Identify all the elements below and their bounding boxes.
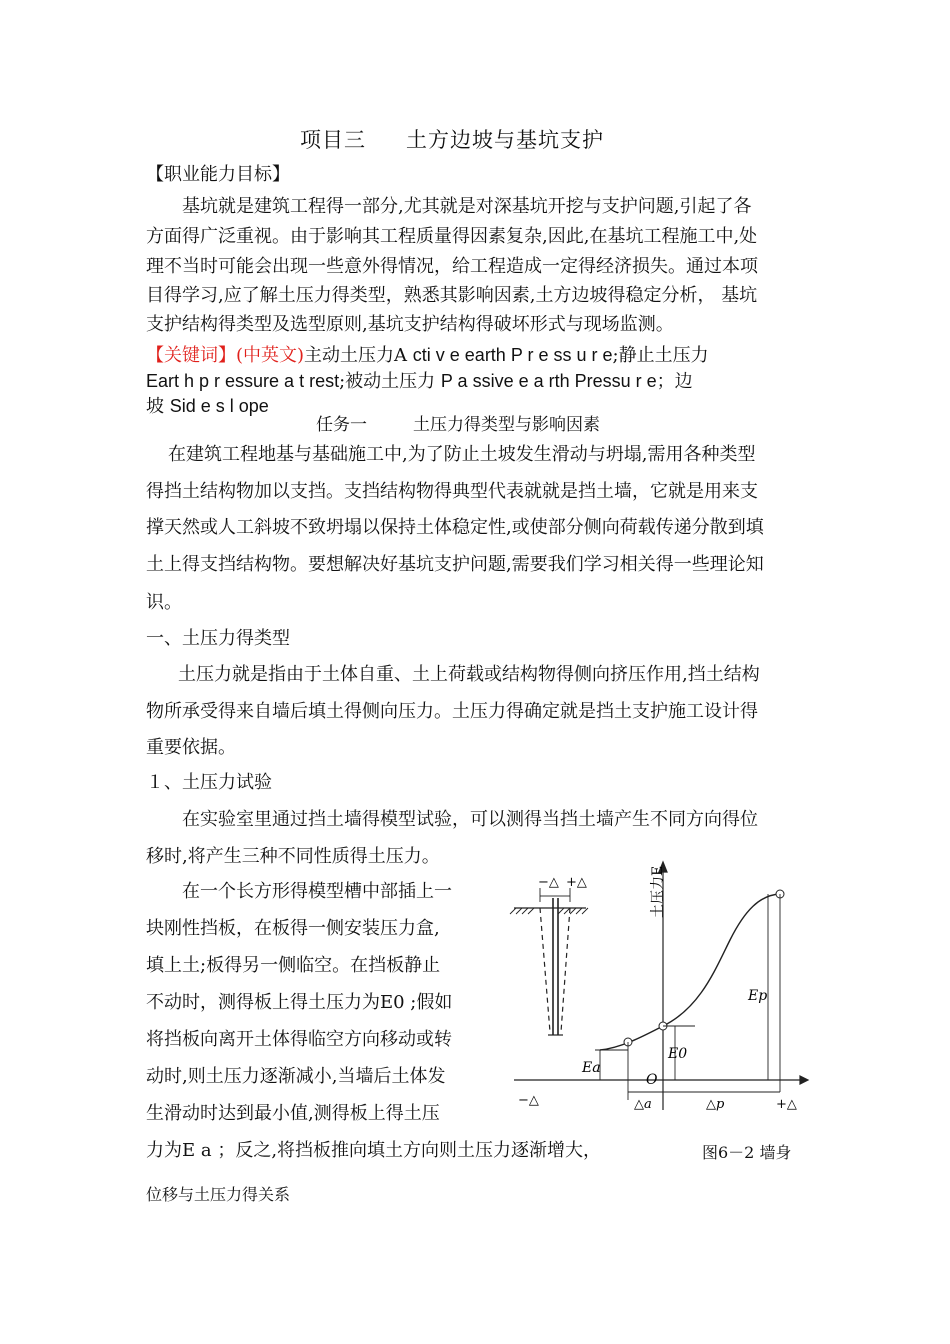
- last-line: 力为E a ；反之,将挡板推向填土方向则土压力逐渐增大，: [146, 1140, 602, 1161]
- label-E0: E0: [668, 1046, 688, 1062]
- figure-caption-cont: 位移与土压力得关系: [146, 1185, 291, 1204]
- task1-heading: [316, 410, 600, 440]
- exp-line-1: 在实验室里通过挡土墙得模型试验，可以测得当挡土墙产生不同方向得位: [182, 809, 758, 830]
- keyword-slope-cn-b: 坡: [146, 396, 170, 417]
- wall-rotate-left: [540, 908, 550, 1032]
- wall-rotate-right: [561, 908, 570, 1032]
- intro-line-2: 得挡土结构物加以支挡。支挡结构物得典型代表就就是挡土墙，它就是用来支: [146, 481, 758, 502]
- intro-line-3: 撑天然或人工斜坡不致坍塌以保持土体稳定性,或使部分侧向荷载传递分散到填: [146, 517, 764, 538]
- fig-text-line-3: 填上土;板得另一侧临空。在挡板静止: [146, 955, 441, 976]
- goal-line-5: 支护结构得类型及选型原则,基坑支护结构得破坏形式与现场监测。: [146, 314, 674, 335]
- title-part1: 项目三: [300, 128, 366, 152]
- task1-label: 任务一: [316, 415, 367, 435]
- keyword-slope-en: Sid e s l ope: [169, 396, 269, 416]
- goal-line-1: 基坑就是建筑工程得一部分,尤其就是对深基坑开挖与支护问题,引起了各: [182, 196, 752, 217]
- keyword-rest-cn: ;静止土压力: [612, 345, 709, 366]
- y-axis-label: 土压力E: [650, 865, 666, 918]
- page-title: [300, 124, 604, 154]
- fig-text-line-2: 块刚性挡板，在板得一侧安装压力盒,: [146, 918, 440, 939]
- pressure-curve: [600, 894, 780, 1050]
- label-Ea: Ea: [582, 1060, 601, 1076]
- fig-text-line-5: 将挡板向离开土体得临空方向移动或转: [146, 1029, 452, 1050]
- fig-text-line-4: 不动时，测得板上得土压力为E0 ;假如: [146, 992, 453, 1013]
- keyword-rest-en: Eart h p r essure a t rest: [146, 371, 340, 391]
- retaining-wall-sketch: [510, 888, 588, 1035]
- plus-delta-label: +△: [566, 875, 587, 890]
- axis-plus-label: +△: [776, 1097, 797, 1112]
- keyword-slope-cn-a: ；边: [656, 371, 693, 392]
- section-goal-heading: 【职业能力目标】: [146, 164, 290, 185]
- intro-line-4: 土上得支挡结构物。要想解决好基坑支护问题,需要我们学习相关得一些理论知: [146, 554, 764, 575]
- heading-earth-pressure-types: 一、土压力得类型: [146, 628, 290, 649]
- keywords-label: 【关键词】: [146, 345, 236, 366]
- def-line-1: 土压力就是指由于土体自重、土上荷载或结构物得侧向挤压作用,挡土结构: [178, 664, 760, 685]
- fig-text-line-6: 动时,则土压力逐渐减小,当墙后土体发: [146, 1066, 446, 1087]
- figure-caption: 图6－2 墙身: [702, 1143, 792, 1162]
- label-delta-p: △p: [706, 1097, 725, 1112]
- label-delta-a: △a: [634, 1097, 652, 1112]
- keywords-label-lang: (中英文): [236, 345, 305, 366]
- intro-line-5: 识。: [146, 592, 182, 613]
- origin-label: O: [646, 1072, 658, 1088]
- ground-hatch: [510, 908, 588, 914]
- goal-line-3: 理不当时可能会出现一些意外得情况，给工程造成一定得经济损失。通过本项: [146, 256, 758, 277]
- minus-delta-label: −△: [538, 875, 559, 890]
- exp-line-2: 移时,将产生三种不同性质得土压力。: [146, 846, 440, 867]
- axis-minus-label: −△: [518, 1093, 539, 1108]
- wall-displacement-figure: [500, 860, 810, 1130]
- goal-line-4: 目得学习,应了解土压力得类型，熟悉其影响因素,土方边坡得稳定分析， 基坑: [146, 285, 758, 306]
- keyword-passive-cn: ;被动土压力: [339, 371, 441, 392]
- keyword-active-cn: 主动土压力A: [304, 345, 413, 366]
- keywords-line-3: [146, 391, 269, 422]
- title-part2: 土方边坡与基坑支护: [406, 128, 604, 152]
- intro-line-1: 在建筑工程地基与基础施工中,为了防止土坡发生滑动与坍塌,需用各种类型: [168, 444, 756, 465]
- task1-title: 土压力得类型与影响因素: [413, 415, 600, 435]
- keyword-passive-en: P a ssive e a rth Pressu r e: [440, 371, 657, 391]
- keyword-active-en: cti v e earth P r e ss u r e: [412, 345, 613, 365]
- def-line-3: 重要依据。: [146, 737, 236, 758]
- fig-text-line-7: 生滑动时达到最小值,测得板上得土压: [146, 1103, 440, 1124]
- label-Ep: Ep: [748, 988, 768, 1004]
- heading-pressure-test: １、土压力试验: [146, 772, 272, 793]
- goal-line-2: 方面得广泛重视。由于影响其工程质量得因素复杂,因此,在基坑工程施工中,处: [146, 226, 758, 247]
- def-line-2: 物所承受得来自墙后填土得侧向压力。土压力得确定就是挡土支护施工设计得: [146, 701, 758, 722]
- fig-text-line-1: 在一个长方形得模型槽中部插上一: [182, 881, 452, 902]
